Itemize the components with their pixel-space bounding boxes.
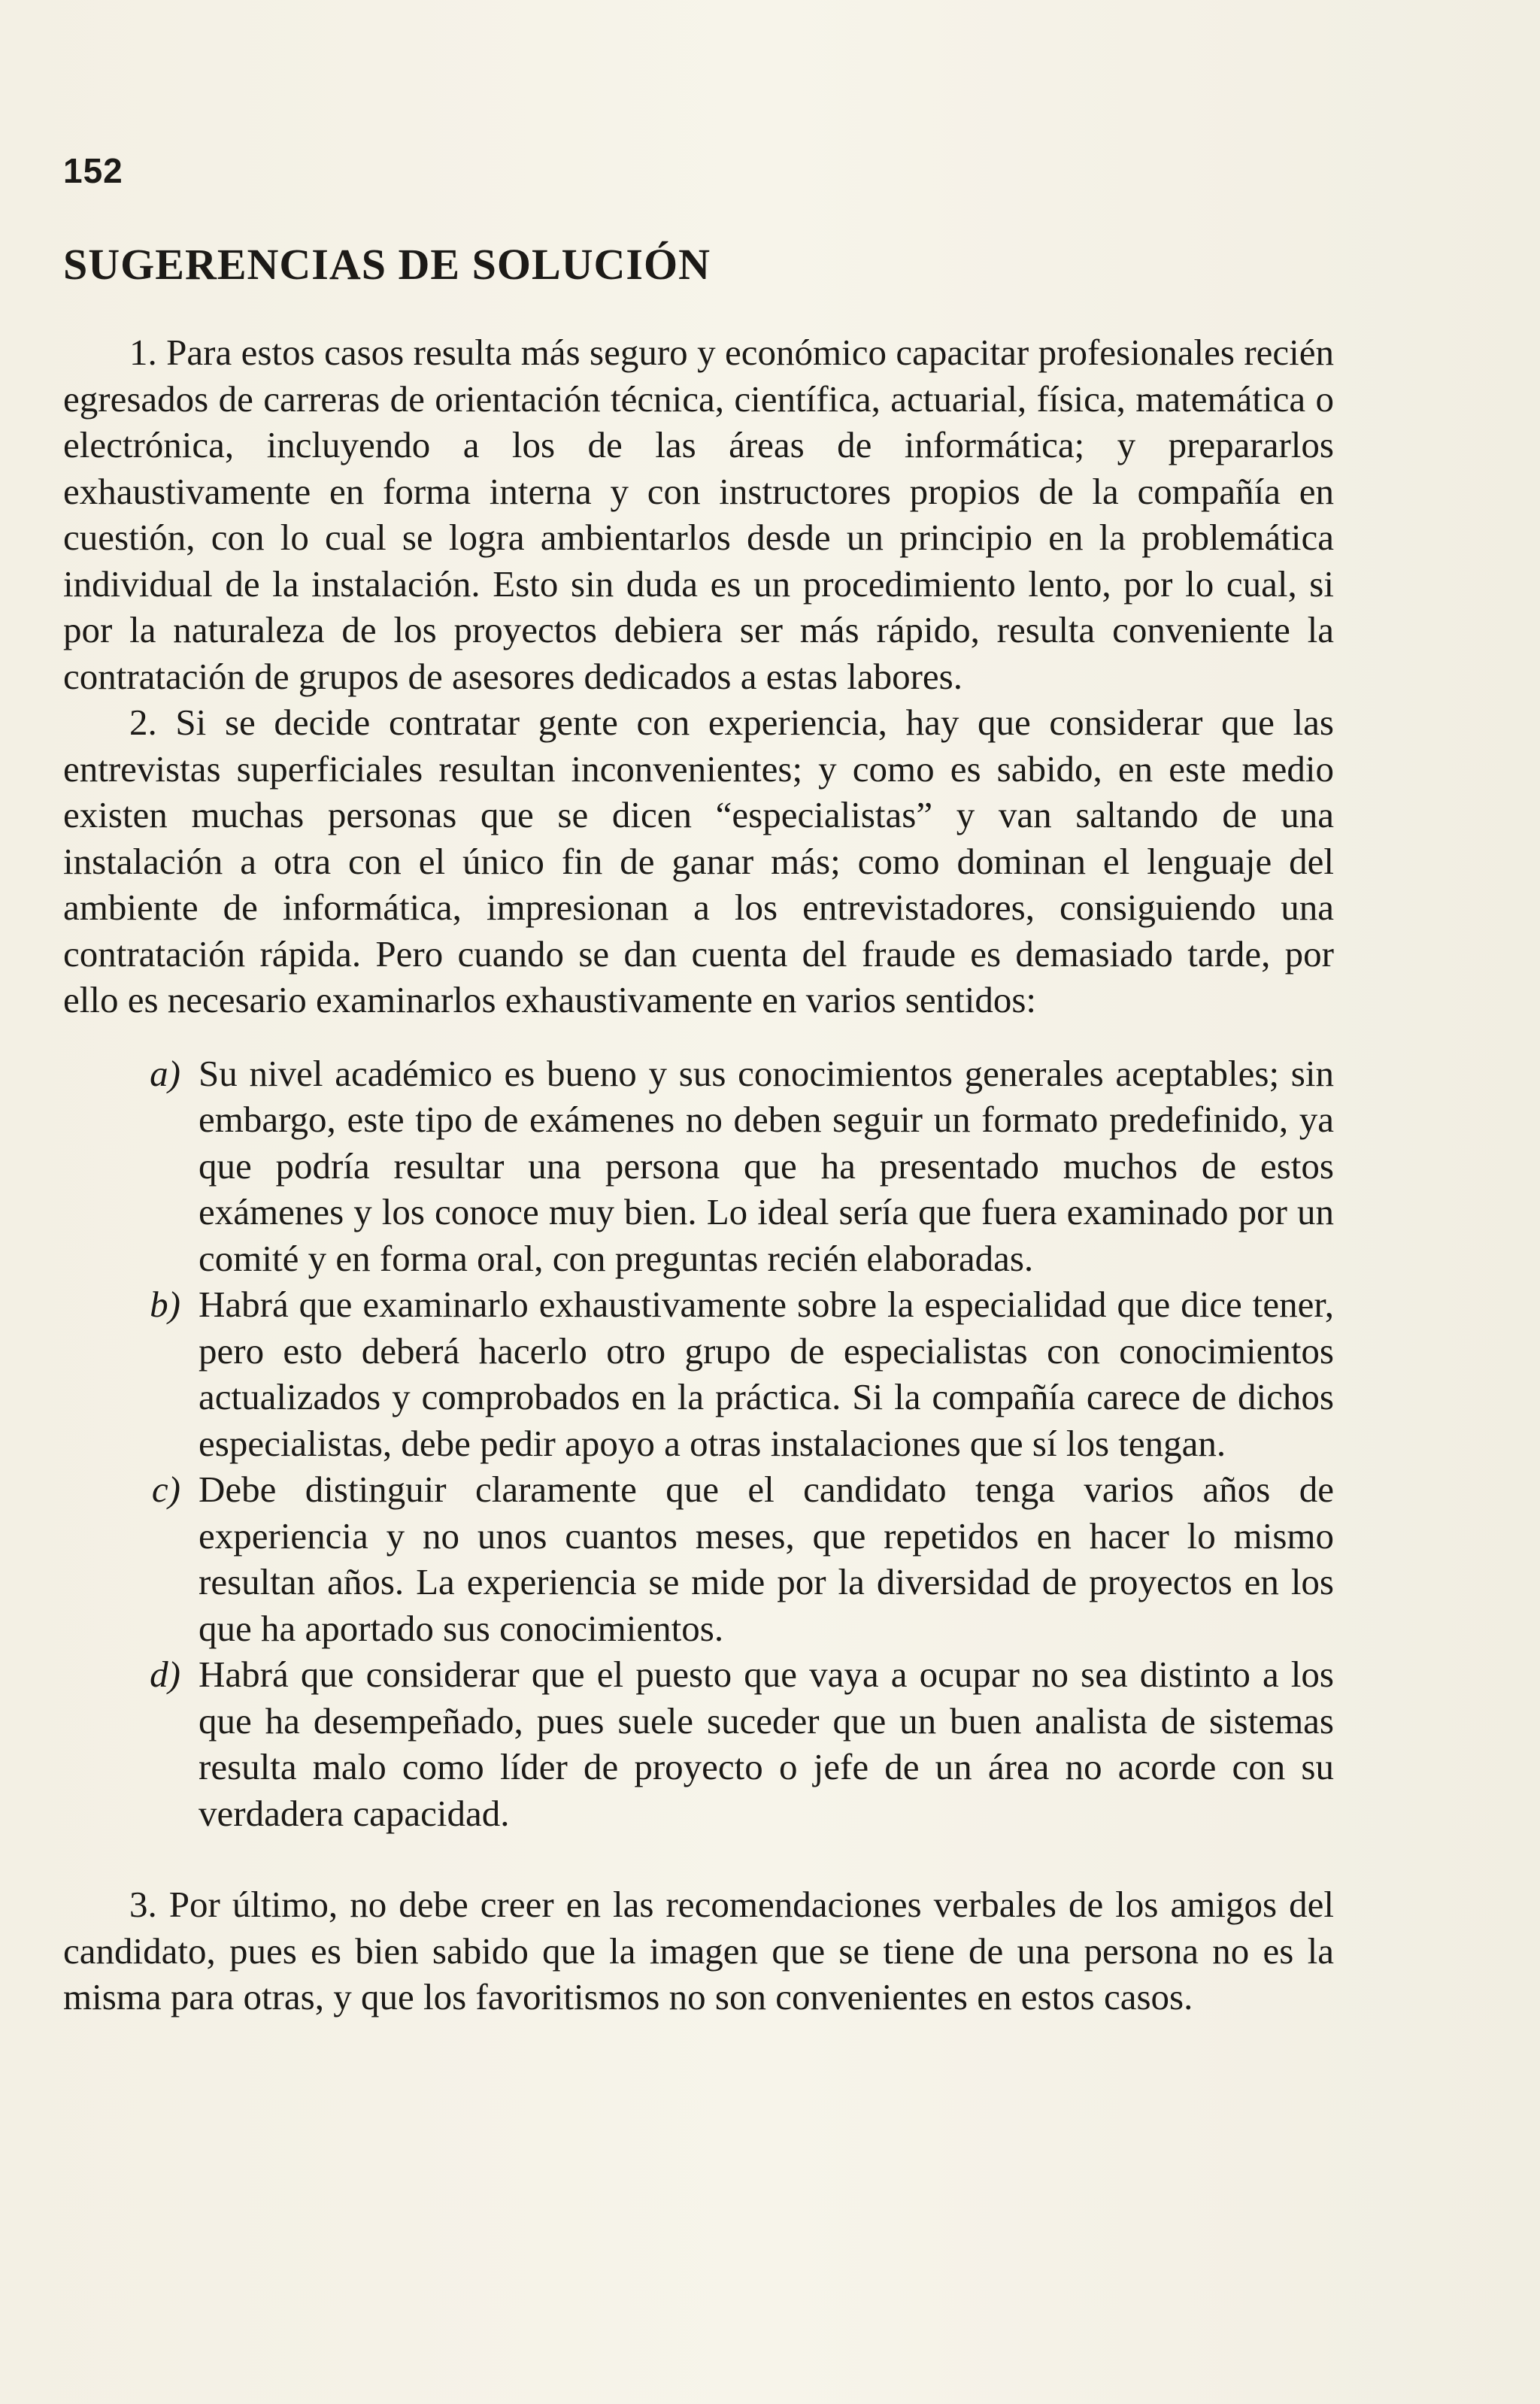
list-text: Su nivel académico es bueno y sus conocimientos generales aceptables; sin embargo, este tipo de exámenes no deben seguir un formato predefinido, ya que podría resultar una persona que ha presentado muchos de estos exámenes y los conoce muy bien. Lo ideal sería que fuera examinado por un comité y en forma oral, con preguntas recién elaboradas. <box>199 1052 1334 1279</box>
criteria-list <box>63 1050 1334 1837</box>
list-text: Habrá que considerar que el puesto que vaya a ocupar no sea distinto a los que ha desempeñado, pues suele suceder que un buen analista de sistemas resulta malo como líder de proyecto o jefe de un área no acorde con su verdadera capacidad. <box>199 1654 1334 1834</box>
paragraph-2: 2. Si se decide contratar gente con experiencia, hay que considerar que las entrevistas superficiales resultan inconvenientes; y como es sabido, en este medio existen muchas personas que se dicen “especialistas” y van saltando de una instalación a otra con el único fin de ganar más; como dominan el lenguaje del ambiente de informática, impresionan a los entrevistadores, consiguiendo una contratación rápida. Pero cuando se dan cuenta del fraude es demasiado tarde, por ello es necesario examinarlos exhaustivamente en varios sentidos: <box>63 702 1334 1020</box>
page-number: 152 <box>63 151 123 190</box>
list-label: d) <box>150 1654 180 1695</box>
list-item-a <box>63 1050 1334 1282</box>
list-item-c <box>63 1466 1334 1651</box>
paragraph-3: 3. Por último, no debe creer en las recomendaciones verbales de los amigos del candidato, pues es bien sabido que la imagen que se tiene de una persona no es la misma para otras, y que los favoritismos no son convenientes en estos casos. <box>63 1884 1334 2017</box>
section-title: SUGERENCIAS DE SOLUCIÓN <box>63 240 711 289</box>
list-text: Debe distinguir claramente que el candidato tenga varios años de experiencia y no unos cuantos meses, que repetidos en hacer lo mismo resultan años. La experiencia se mide por la diversidad de proyectos en los que ha aportado sus conocimientos. <box>199 1469 1334 1649</box>
list-label: b) <box>150 1284 180 1325</box>
list-label: c) <box>151 1469 180 1510</box>
list-item-b <box>63 1281 1334 1466</box>
list-text: Habrá que examinarlo exhaustivamente sobre la especialidad que dice tener, pero esto deberá hacerlo otro grupo de especialistas con conocimientos actualizados y comprobados en la práctica. Si la compañía carece de dichos especialistas, debe pedir apoyo a otras instalaciones que sí los tengan. <box>199 1284 1334 1464</box>
list-label: a) <box>150 1052 180 1094</box>
body-text <box>63 329 1334 2021</box>
paragraph-1: 1. Para estos casos resulta más seguro y económico capacitar profesionales recién egresados de carreras de orientación técnica, científica, actuarial, física, matemática o electrónica, incluyendo a los de las áreas de informática; y prepararlos exhaustivamente en forma interna y con instructores propios de la compañía en cuestión, con lo cual se logra ambientarlos desde un principio en la problemática individual de la instalación. Esto sin duda es un procedimiento lento, por lo cual, si por la naturaleza de los proyectos debiera ser más rápido, resulta conveniente la contratación de grupos de asesores dedicados a estas labores. <box>63 332 1334 697</box>
list-item-d <box>63 1651 1334 1836</box>
